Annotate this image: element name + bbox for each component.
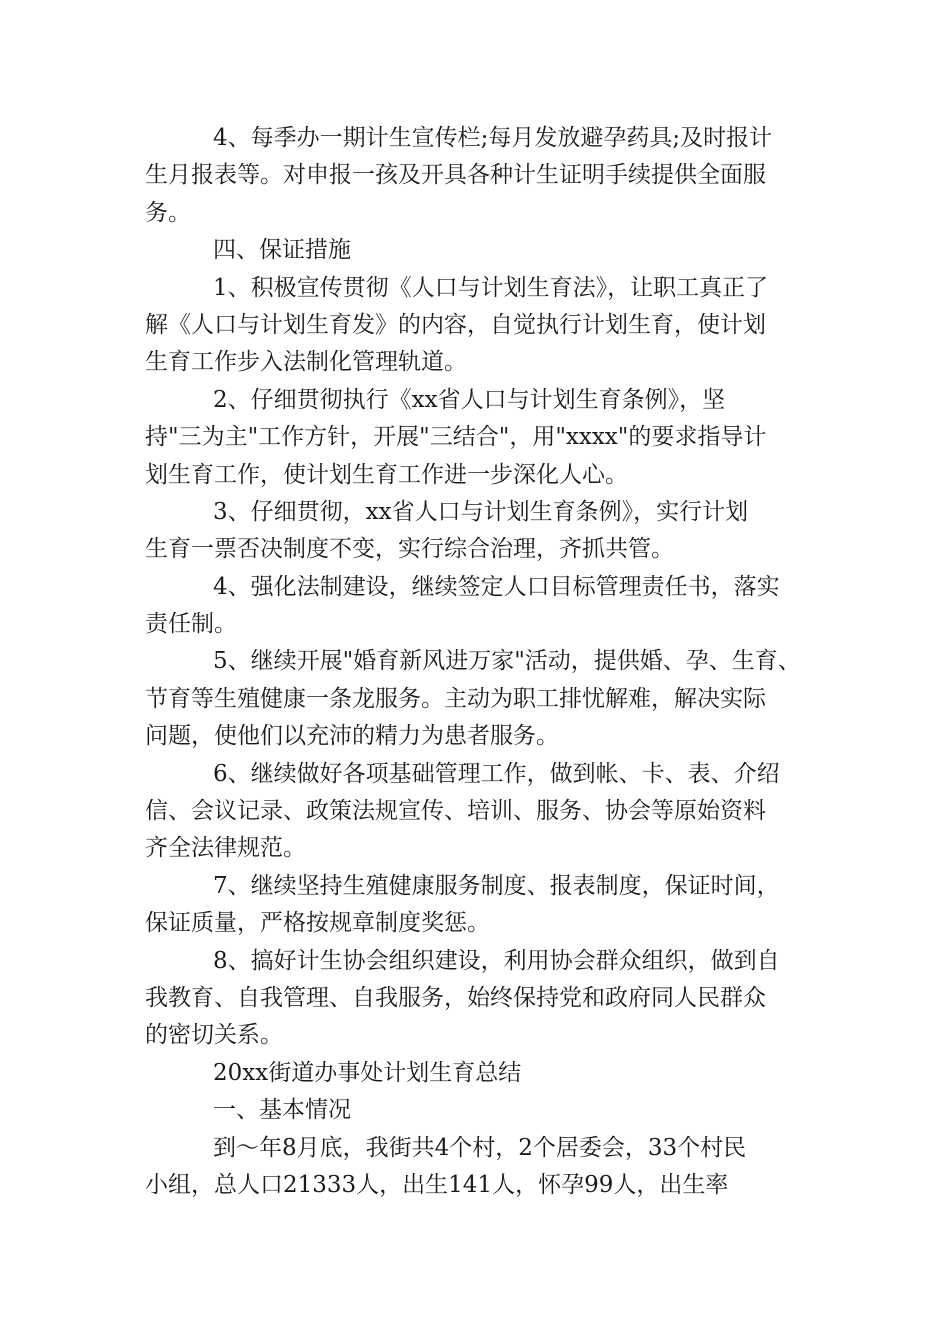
text-line: 7、继续坚持生殖健康服务制度、报表制度，保证时间，: [213, 872, 780, 899]
text-line: 6、继续做好各项基础管理工作，做到帐、卡、表、介绍: [213, 760, 780, 787]
text-line: 问题，使他们以充沛的精力为患者服务。: [145, 723, 559, 750]
text-line: 20xx街道办事处计划生育总结: [213, 1059, 522, 1086]
text-line: 信、会议记录、政策法规宣传、培训、服务、协会等原始资料: [145, 798, 766, 825]
document-body: [145, 120, 810, 1204]
text-line: 到～年8月底，我街共4个村，2个居委会，33个村民: [213, 1134, 747, 1161]
text-line: 2、仔细贯彻执行《xx省人口与计划生育条例》，坚: [213, 386, 726, 413]
text-line: 节育等生殖健康一条龙服务。主动为职工排忧解难，解决实际: [145, 685, 766, 712]
text-line: 3、仔细贯彻，xx省人口与计划生育条例》，实行计划: [213, 498, 749, 525]
text-line: 划生育工作，使计划生育工作进一步深化人心。: [145, 461, 628, 488]
text-line: 4、每季办一期计生宣传栏;每月发放避孕药具;及时报计: [213, 125, 773, 151]
text-line: 1、积极宣传贯彻《人口与计划生育法》，让职工真正了: [213, 274, 769, 301]
text-line: 我教育、自我管理、自我服务，始终保持党和政府同人民群众: [145, 984, 766, 1011]
text-line: 生育工作步入法制化管理轨道。: [145, 349, 467, 376]
text-line: 生月报表等。对申报一孩及开具各种计生证明手续提供全面服: [145, 162, 766, 189]
text-line: 保证质量，严格按规章制度奖惩。: [145, 910, 490, 937]
text-line: 责任制。: [145, 611, 237, 638]
text-line: 一、基本情况: [213, 1097, 351, 1124]
text-line: 小组，总人口21333人，出生141人，怀孕99人，出生率: [145, 1171, 729, 1198]
text-line: 务。: [145, 199, 191, 226]
text-line: 解《人口与计划生育发》的内容，自觉执行计划生育，使计划: [145, 311, 766, 338]
text-line: 生育一票否决制度不变，实行综合治理，齐抓共管。: [145, 536, 674, 563]
text-line: 持"三为主"工作方针，开展"三结合"，用"xxxx"的要求指导计: [145, 424, 767, 451]
text-line: 四、保证措施: [213, 237, 351, 264]
text-line: 4、强化法制建设，继续签定人口目标管理责任书，落实: [213, 573, 780, 600]
text-line: 的密切关系。: [145, 1022, 283, 1049]
text-line: 8、搞好计生协会组织建设，利用协会群众组织，做到自: [213, 947, 780, 974]
text-line: 齐全法律规范。: [145, 835, 306, 862]
text-line: 5、继续开展"婚育新风进万家"活动，提供婚、孕、生育、: [213, 648, 801, 675]
